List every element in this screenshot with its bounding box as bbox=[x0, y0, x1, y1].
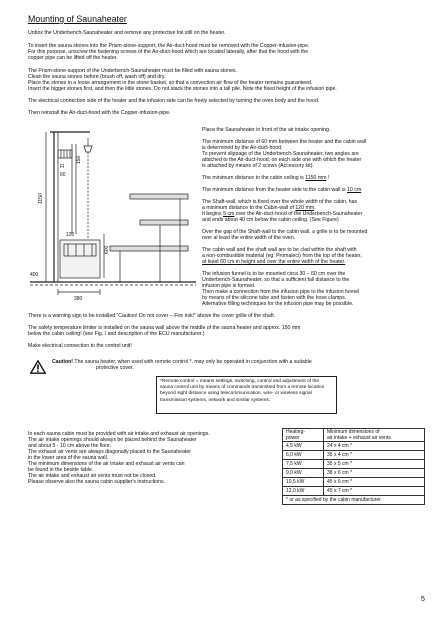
header-dims bbox=[324, 429, 425, 442]
r-ceiling-c: ! bbox=[326, 175, 330, 181]
r-funnel-2: Underbench-Saunaheater, so that a sufficient fall distance to the bbox=[202, 277, 350, 283]
vents-line-4: The exhaust air vents are always diagonally placed to the Saunaheater bbox=[28, 449, 191, 455]
dim-400: 400 bbox=[30, 272, 39, 278]
r-side-a: The minimum distance from the heater side to the cabin wall is bbox=[202, 187, 348, 193]
r-grille-2: over al least the entire width of the oven. bbox=[202, 235, 296, 241]
header-dims-1: Minimum dimensions of bbox=[327, 429, 380, 435]
dim-600: 600 bbox=[104, 245, 110, 254]
header-power-2: power bbox=[286, 435, 300, 441]
caution-line-1 bbox=[52, 359, 312, 365]
table-footer-row bbox=[283, 496, 425, 505]
caution-line-2: protective cover. bbox=[96, 365, 134, 371]
r-funnel-6: Alternative filling techniques for the infusion pipe may be possible. bbox=[202, 301, 354, 307]
r-shaft-1: The Shaft-wall, which is fixed over the whole width of the cabin, has bbox=[202, 199, 358, 205]
vents-line-5: in the lower area of the sauna wall. bbox=[28, 455, 109, 461]
intro-unbox: Unbox the Underbench-Saunaheater and remove any protective foil still on the heater. bbox=[28, 30, 226, 36]
vents-line-1: In each sauna cabin must be provided with air intake and exhaust air openings. bbox=[28, 431, 210, 437]
power-cell: 6,0 kW bbox=[283, 451, 324, 460]
caution-label: Caution! bbox=[52, 359, 74, 365]
r-funnel-1: The infusion funnel is to be mounted circa 30 – 60 cm over the bbox=[202, 271, 346, 277]
r-clad-2: a non-combustible material (eg. Promaleci) from the top of the heater, bbox=[202, 253, 362, 259]
intro-fill-3: Place the stones in a loose arrangement in the stone basket, so that a convection air flow of the heater remains guaranteed. bbox=[28, 80, 313, 86]
page-title: Mounting of Saunaheater bbox=[28, 14, 127, 24]
r-grille-1: Over the gap of the Shaft-wall to the cabin wall, a grille is to be mounted bbox=[202, 229, 368, 235]
remote-control-box bbox=[156, 376, 337, 414]
dim-150: 150 bbox=[76, 155, 82, 164]
r-funnel-4: Then make a connection from the infusion pipe to the infusion funnel bbox=[202, 289, 360, 295]
intro-fill-2: Clean the sauna stones before (brush off, wash off) and dry. bbox=[28, 74, 166, 80]
intro-stones-1: To insert the sauna stones into the Prism-stone-support, the Air-duct-hood must be removed with the Copper-infusion-pipe. bbox=[28, 43, 310, 49]
table-row bbox=[283, 469, 425, 478]
r-shaft-3c: over the Air-duct-hood of the Underbench-Saunaheater bbox=[234, 211, 363, 217]
r-funnel-3: infusion pipe is formed. bbox=[202, 283, 256, 289]
installation-figure bbox=[20, 124, 200, 312]
vent-size-table bbox=[282, 428, 425, 505]
r-shaft-3a: It begins bbox=[202, 211, 224, 217]
vents-line-8: The air intake and exhaust air vents must not be closed. bbox=[28, 473, 157, 479]
vents-line-2: The air intake openings should always be placed behind the Saunaheater bbox=[28, 437, 197, 443]
r-place: Place the Saunaheater in front of the air intake opening. bbox=[202, 127, 331, 133]
table-row bbox=[283, 487, 425, 496]
dim-120: 120 bbox=[66, 232, 75, 238]
intro-fill-1: The Prism-stone-support of the Underbench-Saunaheater must be filled with sauna stones. bbox=[28, 68, 238, 74]
r-min-dist-4: attached to the Air-duct-hood, on each side one with which the heater bbox=[202, 157, 362, 163]
remote-box-line-1: *Remote control = means settings, switching, control and adjustment of the bbox=[160, 379, 320, 384]
limiter-text-1: The safety temperature limiter is installed on the sauna wall above the middle of the sauna heater and approx. 150 mm bbox=[28, 325, 301, 331]
intro-stones-3: copper pipe can be lifted off the heater. bbox=[28, 55, 118, 61]
header-power-1: Heating- bbox=[286, 429, 305, 435]
dim-1150: 1150 bbox=[38, 193, 44, 204]
vents-line-6: The minimum dimensions of the air intake and exhaust air vents can bbox=[28, 461, 185, 467]
vents-line-7: be found in the beside table. bbox=[28, 467, 94, 473]
power-cell: 7,5 kW bbox=[283, 460, 324, 469]
dim-380: 380 bbox=[74, 296, 83, 302]
r-clad-3: at least 60 cm in height and over the entire width of the heater. bbox=[202, 259, 346, 265]
dims-cell: 45 x 7 cm * bbox=[324, 487, 425, 496]
r-min-dist-1: The minimum distance of 60 mm between the heater and the cabin wall bbox=[202, 139, 367, 145]
power-cell: 9,0 kW bbox=[283, 469, 324, 478]
dim-fi: FI bbox=[60, 164, 65, 170]
dims-cell: 45 x 6 cm * bbox=[324, 478, 425, 487]
dims-cell: 35 x 4 cm * bbox=[324, 451, 425, 460]
dim-60: 60 bbox=[60, 172, 66, 178]
r-shaft-3b: 5 cm bbox=[223, 211, 235, 217]
remote-box-line-4: transmission systems, network and similar systems. bbox=[160, 397, 271, 403]
power-cell: 4,5 kW bbox=[283, 442, 324, 451]
vents-line-3: and about 5 - 10 cm above the floor. bbox=[28, 443, 112, 449]
r-shaft-4: and ends about 40 cm below the cabin ceiling. (See Figure) bbox=[202, 217, 339, 223]
power-cell: 12,0 kW bbox=[283, 487, 324, 496]
warning-sign-text: There is a warning sign to be installed “Caution! Do not cover – Fire risk!” above the cover grille of the shaft. bbox=[28, 313, 276, 319]
table-row bbox=[283, 478, 425, 487]
r-shaft-2b: 120 mm bbox=[295, 205, 315, 211]
table-header-row bbox=[283, 429, 425, 442]
intro-stones-2: For this purpose, unscrew the fastening screws of the Air-duct-hood which are located laterally, after that the hood with the bbox=[28, 49, 309, 55]
r-ceiling-a: The minimum distance to the cabin ceiling is bbox=[202, 175, 306, 181]
r-side-c: . bbox=[361, 187, 363, 193]
r-clad-1: The cabin wall and the shaft wall are to be clad within the shaft with bbox=[202, 247, 357, 253]
intro-connection: The electrical connection side of the heater and the infusion side can be freely selected by turning the oven body and the hood. bbox=[28, 98, 320, 104]
r-min-dist-5: is attached by means of 2 scews (Accessory kit). bbox=[202, 163, 314, 169]
table-row bbox=[283, 442, 425, 451]
table-row bbox=[283, 451, 425, 460]
dims-cell: 35 x 5 cm * bbox=[324, 460, 425, 469]
header-dims-2: air intake + exhaust air vents bbox=[327, 435, 391, 441]
remote-box-line-2: sauna control unit by means of commands transmitted from a remote location bbox=[160, 385, 325, 391]
r-min-dist-3: To prevent slippage of the Underbench-Saunaheater, two angles are bbox=[202, 151, 359, 157]
electrical-text: Make electrical connection to the control unit! bbox=[28, 343, 132, 349]
table-footer: * or as specified by the cabin manufacturer bbox=[283, 496, 425, 505]
r-shaft-2c: . bbox=[314, 205, 316, 211]
r-side-b: 10 cm bbox=[347, 187, 362, 193]
r-ceiling bbox=[202, 175, 424, 181]
header-power bbox=[283, 429, 324, 442]
intro-fill-4: Insert the bigger stones first, and then the little stones. Do not stack the stones into a tall pile. Note the fixed height of the infusion pipe. bbox=[28, 86, 337, 92]
dims-cell: 24 x 4 cm * bbox=[324, 442, 425, 451]
dims-cell: 38 x 6 cm * bbox=[324, 469, 425, 478]
r-funnel-5: by means of the silicone tube and fasten with the hose clamps. bbox=[202, 295, 347, 301]
limiter-text-2: below the cabin ceiling! (see Fig. / and description of the ECU manufacturer.) bbox=[28, 331, 205, 337]
vents-line-9: Please observe also the sauna cabin supplier's instructions. bbox=[28, 479, 166, 485]
power-cell: 10,5 kW bbox=[283, 478, 324, 487]
table-row bbox=[283, 460, 425, 469]
remote-box-line-3: beyond sight distance using telecommunication, wire- or wireless signal bbox=[160, 391, 312, 397]
warning-triangle-icon bbox=[30, 360, 46, 374]
r-side bbox=[202, 187, 424, 193]
r-ceiling-b: 1150 mm bbox=[305, 175, 327, 181]
r-shaft-2a: a minimum distance to the Cabin-wall of bbox=[202, 205, 296, 211]
intro-reinstall: Then reinstall the Air-duct-hood with the Copper-infusion-pipe. bbox=[28, 110, 171, 116]
caution-text-1: The sauna heater, when used with remote control *, may only be operated in conjunction with a suitable bbox=[73, 359, 312, 365]
page-number: 5 bbox=[421, 596, 425, 603]
r-min-dist-2: is determined by the Air-duct-hood. bbox=[202, 145, 283, 151]
